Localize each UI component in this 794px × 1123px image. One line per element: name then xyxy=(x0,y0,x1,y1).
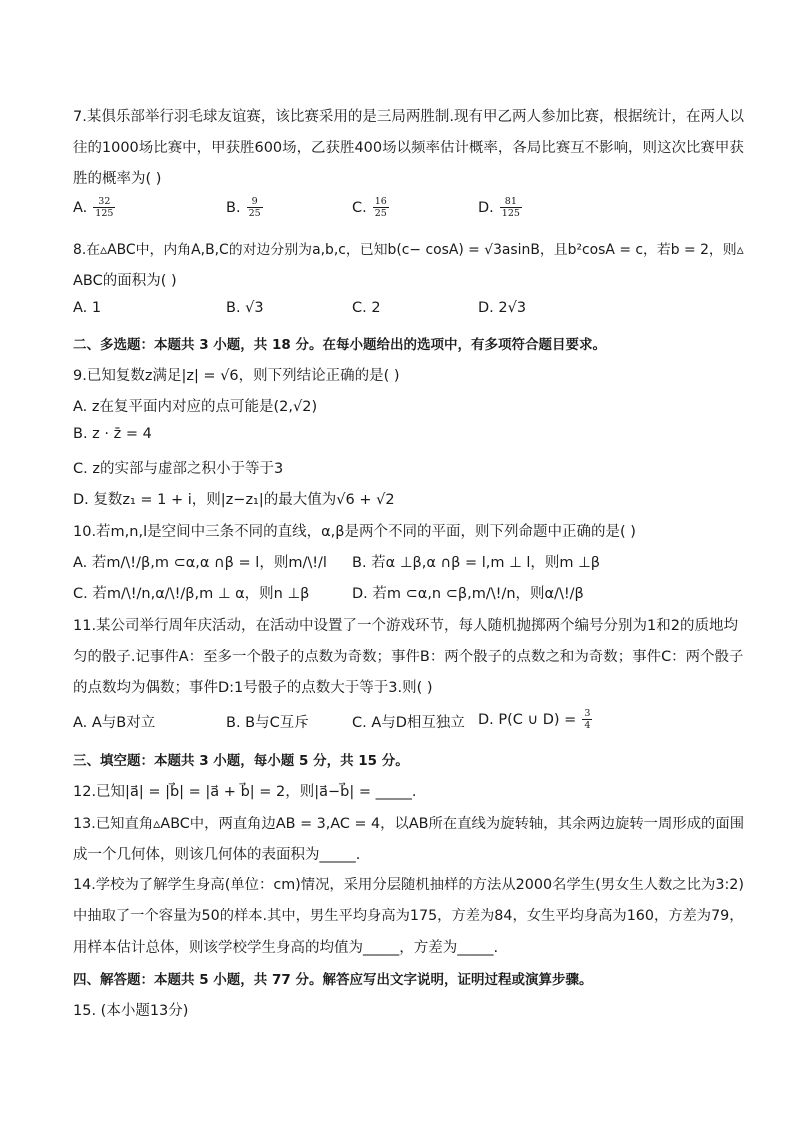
q8-line-2: ABC的面积为( ) xyxy=(73,273,177,289)
q9-option-c: C. z的实部与虚部之积小于等于3 xyxy=(73,461,284,477)
q11-line-3: 的点数均为偶数；事件D:1号骰子的点数大于等于3.则( ) xyxy=(73,680,433,696)
q10-option-b: B. 若α ⊥β,α ∩β = l,m ⊥ l，则m ⊥β xyxy=(352,555,600,571)
q10-option-d: D. 若m ⊂α,n ⊂β,m/\!/n，则α/\!/β xyxy=(352,586,584,602)
q7-option-d-numerator: 81 xyxy=(504,196,517,207)
q9-option-d: D. 复数z₁ = 1 + i，则|z−z₁|的最大值为√6 + √2 xyxy=(73,492,395,508)
q7-option-b-denominator: 25 xyxy=(248,208,261,219)
q11-option-d-fraction xyxy=(582,708,592,731)
q9-option-a: A. z在复平面内对应的点可能是(2,√2) xyxy=(73,399,318,415)
q7-option-b xyxy=(226,196,263,219)
q9-option-b: B. z · z̄ = 4 xyxy=(73,426,152,442)
q10-option-a: A. 若m/\!/β,m ⊂α,α ∩β = l，则m/\!/l xyxy=(73,555,327,571)
q9-stem: 9.已知复数z满足|z| = √6，则下列结论正确的是( ) xyxy=(73,368,400,384)
section-heading-free-response: 四、解答题：本题共 5 小题，共 77 分。解答应写出文字说明，证明过程或演算步骤。 xyxy=(73,972,593,988)
q7-option-b-fraction xyxy=(247,196,263,219)
q15-heading: 15. (本小题13分) xyxy=(73,1003,189,1019)
q11-option-d-denominator: 4 xyxy=(584,720,591,731)
q11-line-1: 11.某公司举行周年庆活动，在活动中设置了一个游戏环节，每人随机抛掷两个编号分别为1和2的质地均 xyxy=(73,618,739,634)
q7-option-d-label: D. xyxy=(478,199,494,216)
q7-option-d-fraction xyxy=(500,196,522,219)
q7-option-d xyxy=(478,196,522,219)
q7-line-1: 7.某俱乐部举行羽毛球友谊赛，该比赛采用的是三局两胜制.现有甲乙两人参加比赛，根据统计，在两人以 xyxy=(73,109,744,125)
section-heading-fill-in: 三、填空题：本题共 3 小题，每小题 5 分，共 15 分。 xyxy=(73,753,409,769)
q11-option-d-text: D. P(C ∪ D) = xyxy=(478,711,577,728)
q7-option-a-denominator: 125 xyxy=(95,208,114,219)
q12-text: 12.已知|a⃗| = |b⃗| = |a⃗ + b⃗| = 2，则|a⃗−b⃗| = _____. xyxy=(73,784,417,800)
q7-option-c-numerator: 16 xyxy=(374,196,387,207)
q8-line-1: 8.在▵ABC中，内角A,B,C的对边分别为a,b,c，已知b(c− cosA) = √3asinB，且b²cosA = c，若b = 2，则▵ xyxy=(73,242,744,258)
q7-option-a-numerator: 32 xyxy=(98,196,111,207)
q8-option-c: C. 2 xyxy=(352,300,381,316)
q7-option-c xyxy=(352,196,389,219)
q14-line-2: 中抽取了一个容量为50的样本.其中，男生平均身高为175，方差为84，女生平均身高为160，方差为79， xyxy=(73,908,744,924)
q7-option-a xyxy=(73,196,115,219)
q7-option-c-label: C. xyxy=(352,199,367,216)
q7-line-2: 往的1000场比赛中，甲获胜600场，乙获胜400场以频率估计概率，各局比赛互不影响，则这次比赛甲获 xyxy=(73,140,744,156)
q11-option-b: B. B与C互斥 xyxy=(226,715,309,731)
q11-option-c: C. A与D相互独立 xyxy=(352,715,465,731)
q11-option-d xyxy=(478,708,592,731)
q7-option-c-fraction xyxy=(373,196,389,219)
q7-option-a-label: A. xyxy=(73,199,88,216)
q7-option-b-label: B. xyxy=(226,199,241,216)
section-heading-multiple-choice: 二、多选题：本题共 3 小题，共 18 分。在每小题给出的选项中，有多项符合题目要求。 xyxy=(73,337,606,353)
q7-option-d-denominator: 125 xyxy=(501,208,520,219)
q13-line-1: 13.已知直角▵ABC中，两直角边AB = 3,AC = 4，以AB所在直线为旋转轴，其余两边旋转一周形成的面围 xyxy=(73,816,745,832)
q14-line-1: 14.学校为了解学生身高(单位：cm)情况，采用分层随机抽样的方法从2000名学生(男女生人数之比为3:2) xyxy=(73,877,744,893)
q14-line-3: 用样本估计总体，则该学校学生身高的均值为_____，方差为_____. xyxy=(73,940,499,956)
q7-option-a-fraction xyxy=(93,196,115,219)
q11-line-2: 匀的骰子.记事件A：至多一个骰子的点数为奇数；事件B：两个骰子的点数之和为奇数；事件C：两个骰子 xyxy=(73,649,744,665)
q8-option-d: D. 2√3 xyxy=(478,300,527,316)
q7-line-3: 胜的概率为( ) xyxy=(73,171,162,187)
q7-option-c-denominator: 25 xyxy=(374,208,387,219)
q8-option-a: A. 1 xyxy=(73,300,102,316)
q11-option-a: A. A与B对立 xyxy=(73,715,156,731)
q13-line-2: 成一个几何体，则该几何体的表面积为_____. xyxy=(73,847,361,863)
q10-stem: 10.若m,n,l是空间中三条不同的直线，α,β是两个不同的平面，则下列命题中正确的是( ) xyxy=(73,524,636,540)
q11-option-d-numerator: 3 xyxy=(584,708,591,719)
q8-option-b: B. √3 xyxy=(226,300,264,316)
q10-option-c: C. 若m/\!/n,α/\!/β,m ⊥ α，则n ⊥β xyxy=(73,586,310,602)
q7-option-b-numerator: 9 xyxy=(251,196,258,207)
